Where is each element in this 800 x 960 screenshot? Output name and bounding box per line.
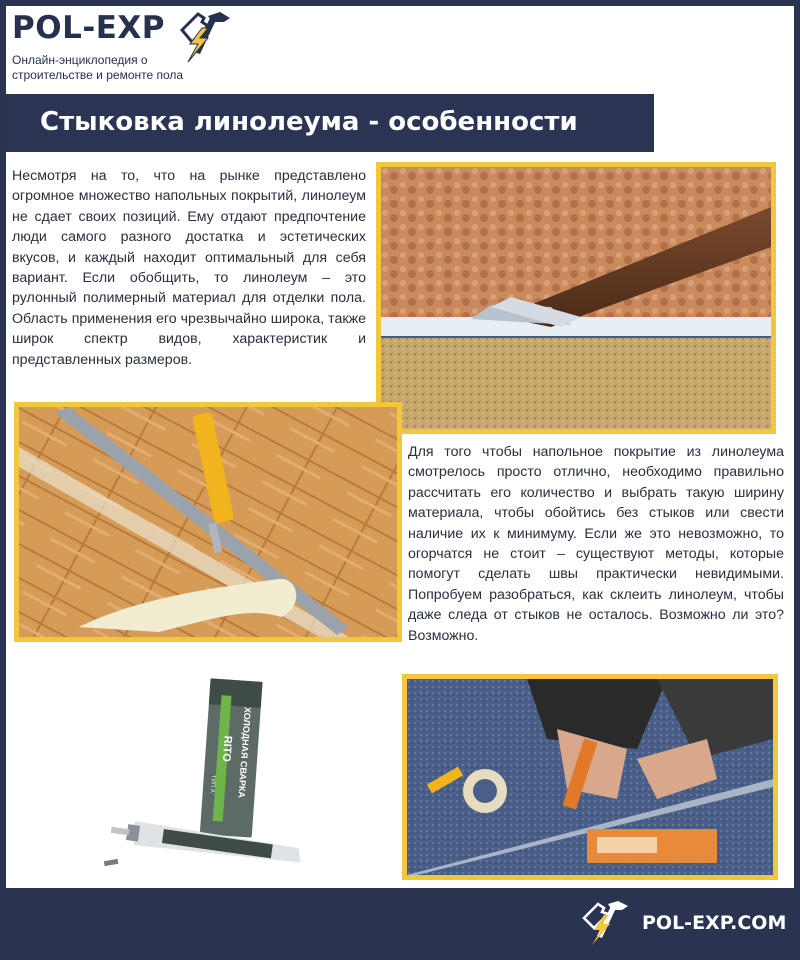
glue-type-label: ТИП А xyxy=(208,774,216,793)
logo[interactable] xyxy=(6,6,256,94)
page-title: Стыковка линолеума - особенности xyxy=(40,107,578,137)
glue-brand-label: RITO xyxy=(219,735,234,763)
glue-name-label: ХОЛОДНАЯ СВАРКА xyxy=(236,706,253,799)
threshold-strip-photo xyxy=(376,162,776,434)
hammer-wrench-lightning-icon xyxy=(574,900,634,946)
cutting-linoleum-photo xyxy=(14,402,402,642)
title-banner xyxy=(6,94,654,152)
gluing-seam-photo xyxy=(402,674,778,880)
article-page xyxy=(6,6,794,888)
article-paragraph-2: Для того чтобы напольное покрытие из линолеума смотрелось просто отлично, необходимо правильно рассчитать его количество и выбрать такую ширину материала, чтобы обойтись без стыков или свести наличие их к минимуму. Если же это невозможно, то огорчатся не стоит – существуют методы, которые помогут сделать швы практически невидимыми. Попробуем разобраться, как склеить линолеум, чтобы даже следа от стыков не осталось. Возможно ли это? Возможно. xyxy=(408,444,784,644)
logo-text: POL-EXP xyxy=(12,10,165,46)
article-paragraph-1: Несмотря на то, что на рынке представлено огромное множество напольных покрытий, линолеум не сдает своих позиций. Ему отдают предпочтение люди самого разного достатка и эстетических вкусов, и каждый находит оптимальный для себя вариант. Если обобщить, то линолеум – это рулонный полимерный материал для отделки пола. Область применения его чрезвычайно широка, также широк спектр видов, характеристик и представленных размеров. xyxy=(12,168,366,368)
footer-site-link[interactable]: POL-EXP.COM xyxy=(642,912,787,934)
cold-welding-glue-image xyxy=(102,666,322,880)
logo-tagline: Онлайн-энциклопедия о строительстве и ремонте пола xyxy=(12,53,184,82)
